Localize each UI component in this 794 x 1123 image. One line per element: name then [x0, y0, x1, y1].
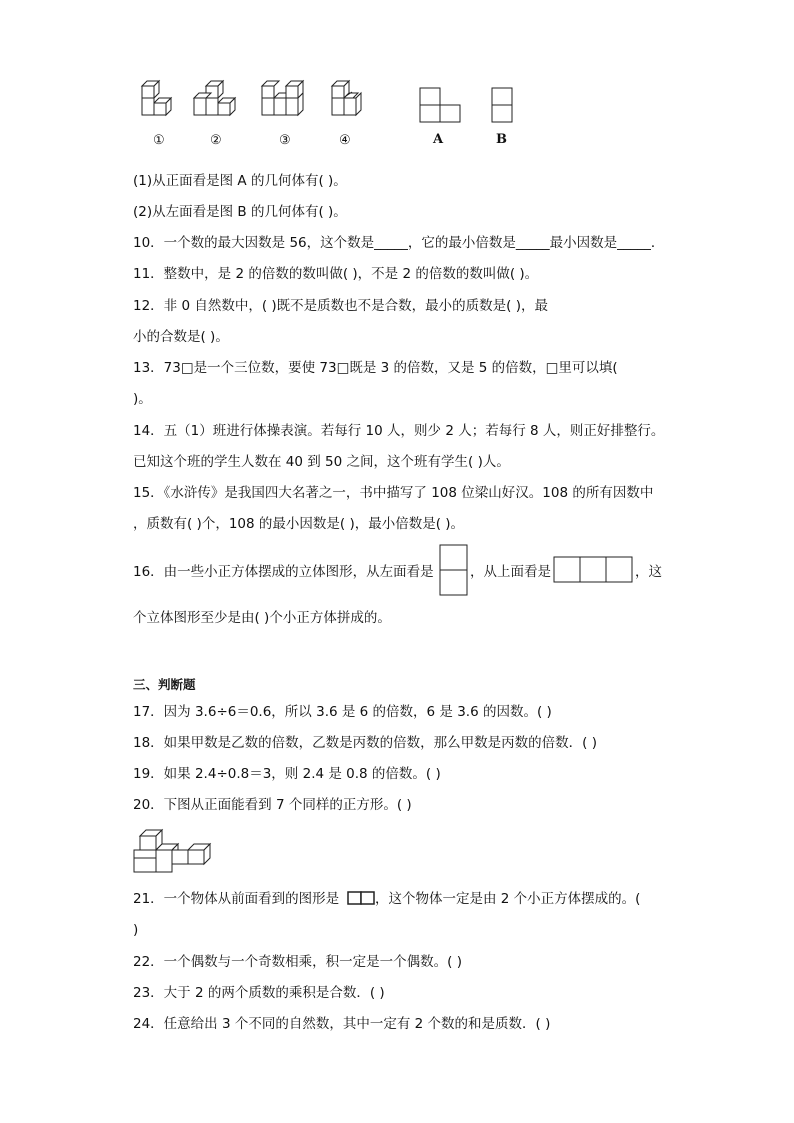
q11: 11．整数中，是 2 的倍数的数叫做( )，不是 2 的倍数的数叫做( )。 — [133, 266, 539, 282]
option-label-3: ③ — [279, 133, 291, 148]
q21-part2: ，这个物体一定是由 2 个小正方体摆成的。( — [375, 891, 641, 907]
option-label-2: ② — [210, 133, 222, 148]
section-title: 三、判断题 — [133, 677, 196, 692]
q13-line2: )。 — [133, 391, 152, 407]
q16-part3: ，这 — [635, 564, 662, 580]
q13-line1: 13．73□是一个三位数，要使 73□既是 3 的倍数，又是 5 的倍数，□里可以填( — [133, 360, 618, 376]
view-label-a: A — [433, 132, 444, 147]
q10: 10．一个数的最大因数是 56，这个数是_____，它的最小倍数是_____最小因数是_____． — [133, 235, 665, 251]
q21-front-view-figure — [347, 891, 375, 905]
cube-figure-2 — [190, 80, 246, 124]
q19: 19．如果 2.4÷0.8＝3，则 2.4 是 0.8 的倍数。( ) — [133, 766, 441, 782]
option-label-4: ④ — [339, 133, 351, 148]
q16-line2: 个立体图形至少是由( )个小正方体拼成的。 — [133, 610, 391, 626]
q21-part1: 21．一个物体从前面看到的图形是 — [133, 891, 340, 907]
q20: 20．下图从正面能看到 7 个同样的正方形。( ) — [133, 797, 412, 813]
q9-part2: (2)从左面看是图 B 的几何体有( )。 — [133, 204, 347, 220]
q9-part1: (1)从正面看是图 A 的几何体有( )。 — [133, 173, 347, 189]
cube-figure-1 — [138, 80, 182, 124]
q22: 22．一个偶数与一个奇数相乘，积一定是一个偶数。( ) — [133, 954, 463, 970]
q17: 17．因为 3.6÷6＝0.6，所以 3.6 是 6 的倍数，6 是 3.6 的因数。( ) — [133, 704, 552, 720]
q14-line1: 14．五（1）班进行体操表演。若每行 10 人，则少 2 人；若每行 8 人，则正好排整行。 — [133, 423, 665, 439]
cube-figure-3 — [258, 80, 318, 124]
q15-line1: 15．《水浒传》是我国四大名著之一，书中描写了 108 位梁山好汉。108 的所有因数中 — [133, 485, 654, 501]
left-view-figure — [439, 544, 469, 596]
q23: 23．大于 2 的两个质数的乘积是合数．( ) — [133, 985, 385, 1001]
q16-part1: 16．由一些小正方体摆成的立体图形，从左面看是 — [133, 564, 434, 580]
q16-part2: ，从上面看是 — [470, 564, 551, 580]
q12-line2: 小的合数是( )。 — [133, 329, 229, 345]
q20-cube-figure — [132, 828, 214, 874]
view-a-figure — [419, 87, 461, 123]
view-label-b: B — [496, 132, 507, 147]
q15-line2: ，质数有( )个，108 的最小因数是( )，最小倍数是( )。 — [133, 516, 465, 532]
q12-line1: 12．非 0 自然数中，( )既不是质数也不是合数，最小的质数是( )，最 — [133, 298, 548, 314]
q24: 24．任意给出 3 个不同的自然数，其中一定有 2 个数的和是质数．( ) — [133, 1016, 551, 1032]
q14-line2: 已知这个班的学生人数在 40 到 50 之间，这个班有学生( )人。 — [133, 454, 510, 470]
top-view-figure — [553, 556, 633, 583]
view-b-figure — [491, 87, 513, 123]
cube-figure-4 — [328, 80, 372, 124]
option-label-1: ① — [153, 133, 165, 148]
q21-line2: ) — [133, 922, 139, 938]
q18: 18．如果甲数是乙数的倍数，乙数是丙数的倍数，那么甲数是丙数的倍数．( ) — [133, 735, 598, 751]
